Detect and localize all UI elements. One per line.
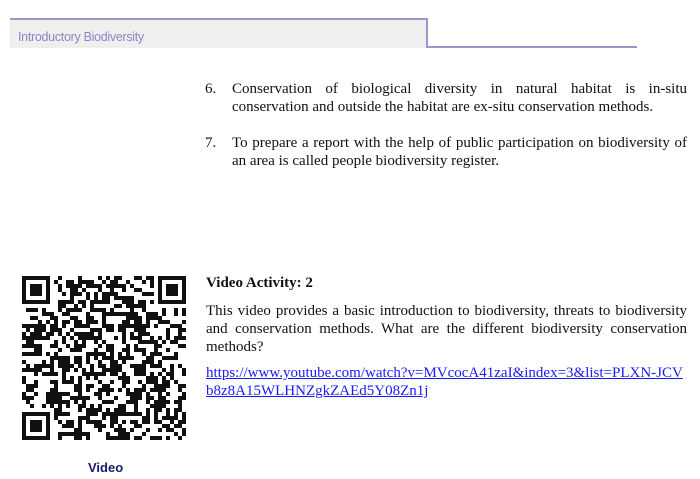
qr-label: Video — [88, 460, 124, 475]
section-header — [10, 18, 428, 48]
item-number: 6. — [205, 81, 217, 97]
header-divider — [428, 46, 637, 48]
item-number: 7. — [205, 135, 217, 151]
item-text: Conservation of biological diversity in natural habitat is in-situ conservation and outside the habitat are ex-situ conservation methods. — [232, 81, 687, 115]
numbered-list — [205, 80, 687, 188]
activity-text: This video provides a basic introduction to biodiversity, threats to biodiversity and conservation methods. What are the different biodiversity conservation methods? — [206, 303, 687, 355]
video-activity — [206, 274, 687, 400]
video-link[interactable]: https://www.youtube.com/watch?v=MVcocA41zaI&index=3&list=PLXN-JCVb8z8A15WLHNZgkZAEd5Y08Zn1j — [206, 365, 683, 399]
section-title: Introductory Biodiversity — [18, 30, 144, 44]
activity-title: Video Activity: 2 — [206, 275, 313, 291]
list-item — [205, 80, 687, 116]
item-text: To prepare a report with the help of public participation on biodiversity of an area is called people biodiversity register. — [232, 135, 687, 169]
list-item — [205, 134, 687, 170]
qr-code — [22, 276, 186, 440]
